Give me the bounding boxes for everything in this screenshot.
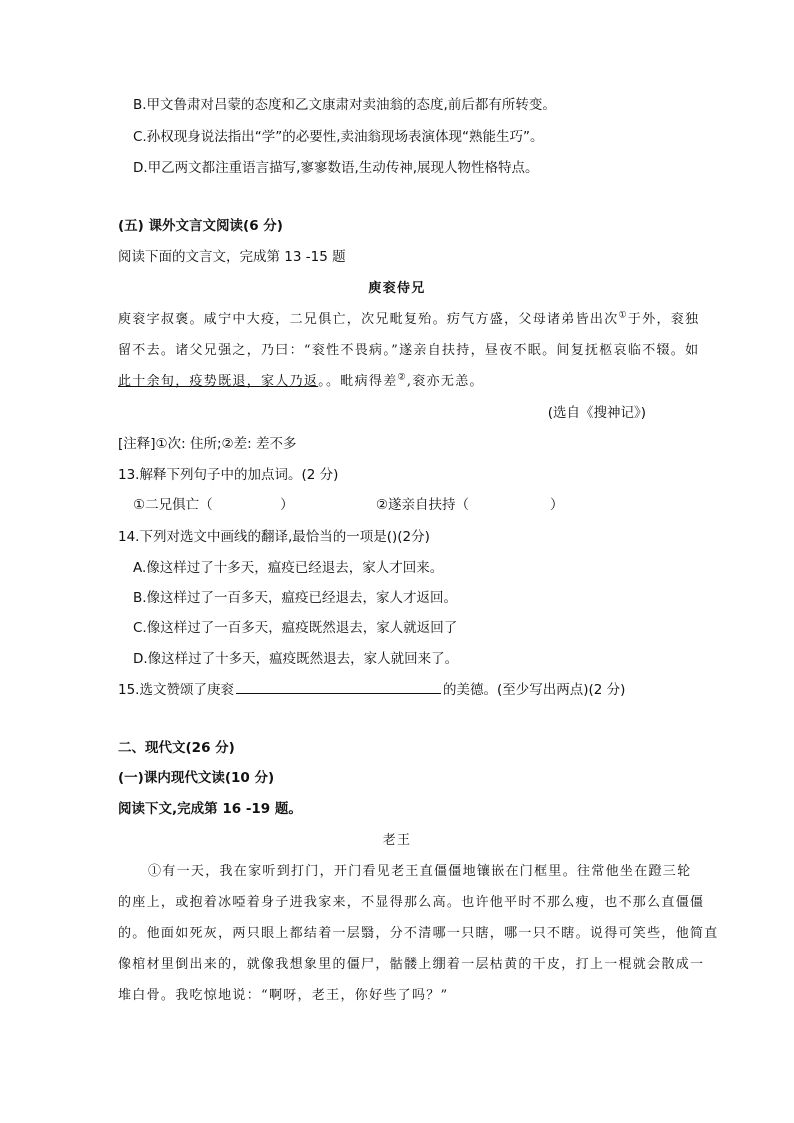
- section5-instruction: 阅读下面的文言文，完成第 13 -15 题: [118, 249, 346, 265]
- passage-line-1: [118, 311, 699, 329]
- q14-option-c: C.像这样过了一百多天，瘟疫既然退去，家人就返回了: [133, 620, 458, 636]
- passage-line-3: [118, 373, 484, 391]
- essay-title: 老王: [382, 833, 412, 848]
- q14-option-d: D.像这样过了十多天，瘟疫既然退去，家人就回来了。: [133, 651, 459, 667]
- q15: [118, 680, 625, 699]
- note-mark-2: ②: [397, 372, 407, 383]
- passage-source: (选自《搜神记》): [547, 405, 646, 421]
- essay-line-4: 像棺材里倒出来的，就像我想象里的僵尸，骷髅上绷着一层枯黄的干皮，打上一棍就会散成一: [118, 957, 705, 972]
- passage-title: 庾衮侍兄: [368, 281, 426, 296]
- q15-pre: 15.选文赞颂了庚衮: [118, 682, 234, 698]
- passage-line-1-text-a: 庾衮字叔褒。咸宁中大疫，二兄俱亡，次兄毗复殆。疠气方盛，父母诸弟皆出次: [118, 312, 619, 327]
- q14-option-a: A.像这样过了十多天，瘟疫已经退去，家人才回来。: [133, 560, 444, 576]
- q13-item-2: ②遂亲自扶持（ ）: [375, 497, 564, 513]
- option-c: C.孙权现身说法指出“学”的必要性,卖油翁现场表演体现“熟能生巧”。: [133, 129, 544, 145]
- note-mark-1: ①: [618, 310, 628, 321]
- q14-option-b: B.像这样过了一百多天，瘟疫已经退去，家人才返回。: [133, 590, 458, 606]
- q13-stem: 13.解释下列句子中的加点词。(2 分): [118, 467, 339, 483]
- passage-line-3-text-a: 。。毗病得差: [318, 374, 398, 389]
- section5-heading: (五) 课外文言文阅读(6 分): [118, 218, 283, 234]
- essay-line-2: 的座上，或抱着冰啞着身子进我家来，不显得那么高。也许他平时不那么瘦，也不那么直僵僵: [118, 895, 705, 910]
- essay-line-5: 堆白骨。我吃惊地说：“啊呀，老王，你好些了吗？”: [118, 988, 449, 1003]
- q15-answer-blank[interactable]: [236, 680, 441, 694]
- passage-line-2: 留不去。诸父兄强之，乃曰：“衮性不畏病。”遂亲自扶持，昼夜不眠。间复抚柩哀临不辍。如: [118, 343, 700, 358]
- passage-line-1-text-b: 于外，衮独: [627, 312, 700, 327]
- q13-item-1: ①二兄俱亡（ ）: [133, 497, 294, 513]
- essay-line-3: 的。他面如死灰，两只眼上都结着一层翳，分不清哪一只瞎，哪一只不瞎。说得可笑些，他简直: [118, 926, 719, 941]
- option-b: B.甲文鲁肃对吕蒙的态度和乙文康肃对卖油翁的态度,前后都有所转变。: [133, 97, 556, 113]
- part2-subheading: (一)课内现代文读(10 分): [118, 770, 275, 786]
- underlined-sentence: 此十余旬，疫势既退，家人乃返: [118, 374, 319, 389]
- part2-instruction: 阅读下文,完成第 16 -19 题。: [118, 801, 302, 817]
- q13-items: [133, 496, 564, 514]
- part2-heading: 二、现代文(26 分): [118, 740, 235, 756]
- passage-line-3-text-b: ,衮亦无恙。: [406, 374, 484, 389]
- passage-note: [注释]①次: 住所;②差: 差不多: [118, 436, 297, 452]
- essay-line-1: ①有一天，我在家听到打门，开门看见老王直僵僵地镶嵌在门框里。往常他坐在蹬三轮: [148, 864, 692, 879]
- q15-post: 的美德。(至少写出两点)(2 分): [442, 682, 626, 698]
- q14-stem: 14.下列对选文中画线的翻译,最恰当的一项是()(2分): [118, 529, 430, 545]
- option-d: D.甲乙两文都注重语言描写,寥寥数语,生动传神,展现人物性格特点。: [133, 160, 539, 176]
